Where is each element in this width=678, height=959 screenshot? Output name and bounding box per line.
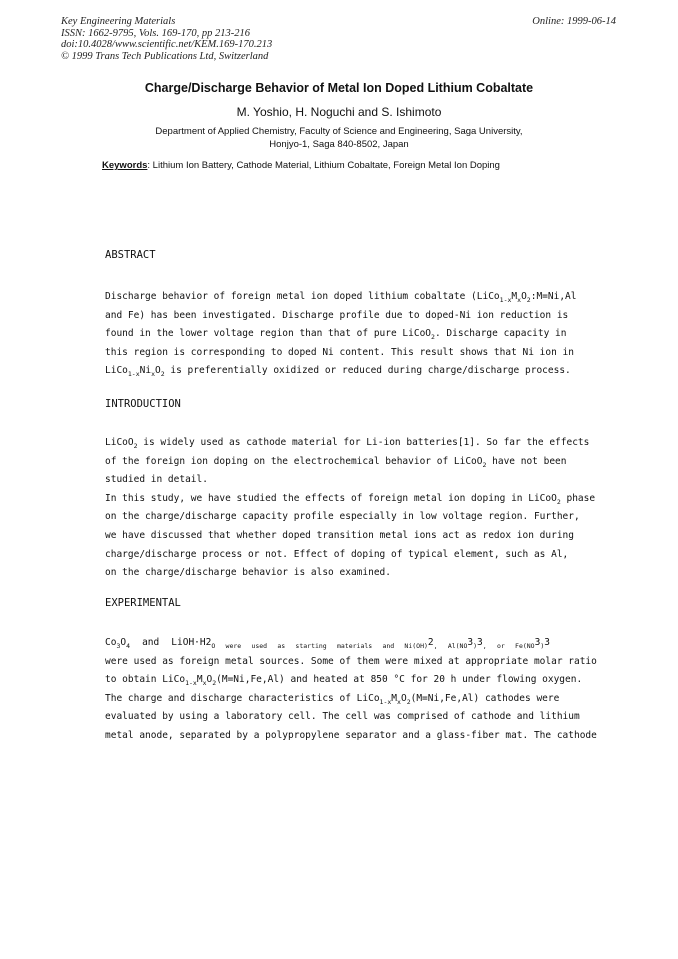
text-line <box>105 690 560 709</box>
keywords-text: : Lithium Ion Battery, Cathode Material, Lithium Cobaltate, Foreign Metal Ion Doping <box>147 160 500 171</box>
subscript: 1-x <box>127 370 140 379</box>
introduction-body <box>105 434 596 583</box>
paper-title: Charge/Discharge Behavior of Metal Ion Doped Lithium Cobaltate <box>144 81 534 95</box>
subscript: ) <box>473 641 478 650</box>
subscript: 4 <box>126 641 131 650</box>
text-line <box>105 653 597 672</box>
text-line <box>105 288 577 307</box>
text-run: . Discharge capacity in <box>434 328 567 340</box>
subscript: 2 <box>133 441 138 450</box>
text-run: LiCo <box>105 365 128 377</box>
text-run: and LiOH·H <box>130 637 206 648</box>
paper-authors: M. Yoshio, H. Noguchi and S. Ishimoto <box>236 105 442 119</box>
text-run: O <box>206 674 213 686</box>
text-line <box>105 344 574 363</box>
text-run: studied in detail. <box>105 474 208 486</box>
subscript: 2 <box>406 697 411 706</box>
subscript: 2 <box>482 460 487 469</box>
text-run: metal anode, separated by a polypropylene separator and a glass-fiber mat. The cathode <box>105 729 597 741</box>
subscript: 2 <box>431 333 435 342</box>
experimental-body <box>105 634 597 746</box>
section-heading-introduction: INTRODUCTION <box>105 398 181 410</box>
text-run: Ni <box>139 365 152 377</box>
section-heading-experimental: EXPERIMENTAL <box>105 597 181 609</box>
text-line <box>105 434 590 453</box>
text-run: Co <box>105 637 117 648</box>
text-line <box>105 671 583 690</box>
text-run: on the charge/discharge capacity profile especially in low voltage region. Further, <box>105 511 580 523</box>
text-run: The charge and discharge characteristics of LiCo <box>105 692 380 704</box>
subscript: O were used as starting materials and Ni(OH) <box>211 641 428 650</box>
text-line <box>105 634 550 653</box>
text-run: phase <box>560 492 596 504</box>
text-run: 2 <box>427 637 434 648</box>
text-run: 2 <box>205 637 212 648</box>
keywords-label: Keywords <box>102 160 148 171</box>
text-run: 3 <box>477 637 483 648</box>
text-line <box>105 471 550 490</box>
text-line <box>105 508 580 527</box>
text-line <box>105 490 596 509</box>
subscript: 2 <box>212 679 217 688</box>
text-line <box>105 527 574 546</box>
text-run: M <box>196 674 203 686</box>
text-run: we have discussed that whether doped transition metal ions act as redox ion during <box>105 529 574 541</box>
affiliation-line: Department of Applied Chemistry, Faculty of Science and Engineering, Saga University, <box>155 126 523 137</box>
subscript: ) <box>540 641 545 650</box>
text-run: have not been <box>486 455 567 467</box>
subscript: , Al(NO <box>433 641 468 650</box>
subscript: 1-x <box>499 295 512 304</box>
affiliation-line: Honjyo-1, Saga 840-8502, Japan <box>269 139 409 150</box>
text-line <box>105 325 567 344</box>
text-line <box>105 453 567 472</box>
keywords <box>102 160 500 171</box>
text-line <box>105 362 571 381</box>
text-run: O <box>155 365 161 377</box>
subscript: 2 <box>160 370 165 379</box>
text-run: 3 <box>534 637 541 648</box>
text-run: this region is corresponding to doped Ni content. This result shows that Ni ion in <box>105 346 574 358</box>
subscript: 1-x <box>185 679 197 688</box>
text-run: (M=Ni,Fe,Al) cathodes were <box>410 692 560 704</box>
subscript: x <box>151 370 156 379</box>
text-line <box>105 546 569 565</box>
text-run: :M=Ni,Al <box>530 291 577 302</box>
doi-line: doi:10.4028/www.scientific.net/KEM.169-170.213 <box>61 39 273 50</box>
subscript: 2 <box>556 497 561 506</box>
text-run: is widely used as cathode material for Li-ion batteries[1]. So far the effects <box>137 437 590 448</box>
text-run: found in the lower voltage region than that of pure LiCoO <box>105 328 432 340</box>
journal-name: Key Engineering Materials <box>61 16 176 27</box>
copyright-line: © 1999 Trans Tech Publications Ltd, Switzerland <box>61 50 269 62</box>
text-run: of the foreign ion doping on the electrochemical behavior of LiCoO <box>105 455 483 467</box>
abstract-body <box>105 288 577 381</box>
text-line <box>105 708 580 727</box>
text-run: O <box>521 291 527 302</box>
text-line <box>105 727 597 746</box>
text-run: 3 <box>544 637 550 648</box>
journal-header <box>61 16 272 62</box>
text-run: In this study, we have studied the effects of foreign metal ion doping in LiCoO <box>105 492 557 504</box>
subscript: , or Fe(NO <box>482 641 535 650</box>
text-run: LiCoO <box>105 437 134 448</box>
subscript: x <box>397 697 401 706</box>
online-date: Online: 1999-06-14 <box>532 16 616 27</box>
text-run: evaluated by using a laboratory cell. The cell was comprised of cathode and lithium <box>105 711 580 723</box>
subscript: 3 <box>116 641 121 650</box>
affiliation <box>0 125 678 151</box>
text-run: to obtain LiCo <box>105 674 186 686</box>
text-run: were used as foreign metal sources. Some of them were mixed at appropriate molar ratio <box>105 655 597 667</box>
text-run: O <box>400 692 407 704</box>
text-run: charge/discharge process or not. Effect of doping of typical element, such as Al, <box>105 548 569 560</box>
text-run: M <box>391 692 398 704</box>
subscript: 1-x <box>379 697 392 706</box>
text-run: M <box>511 291 518 302</box>
text-run: O <box>120 637 127 648</box>
subscript: x <box>517 295 522 304</box>
text-line <box>105 307 569 326</box>
text-line <box>105 564 550 583</box>
text-run: and Fe) has been investigated. Discharge profile due to doped-Ni ion reduction is <box>105 309 569 321</box>
subscript: 2 <box>526 295 531 304</box>
text-run: on the charge/discharge behavior is also examined. <box>105 567 391 579</box>
text-run: 3 <box>467 637 474 648</box>
text-run: (M=Ni,Fe,Al) and heated at 850 °C for 20 h under flowing oxygen. <box>216 674 583 686</box>
issn-line: ISSN: 1662-9795, Vols. 169-170, pp 213-216 <box>61 27 250 39</box>
subscript: x <box>202 679 207 688</box>
text-run: is preferentially oxidized or reduced during charge/discharge process. <box>164 365 571 377</box>
section-heading-abstract: ABSTRACT <box>105 249 156 261</box>
text-run: Discharge behavior of foreign metal ion doped lithium cobaltate (LiCo <box>105 291 500 302</box>
